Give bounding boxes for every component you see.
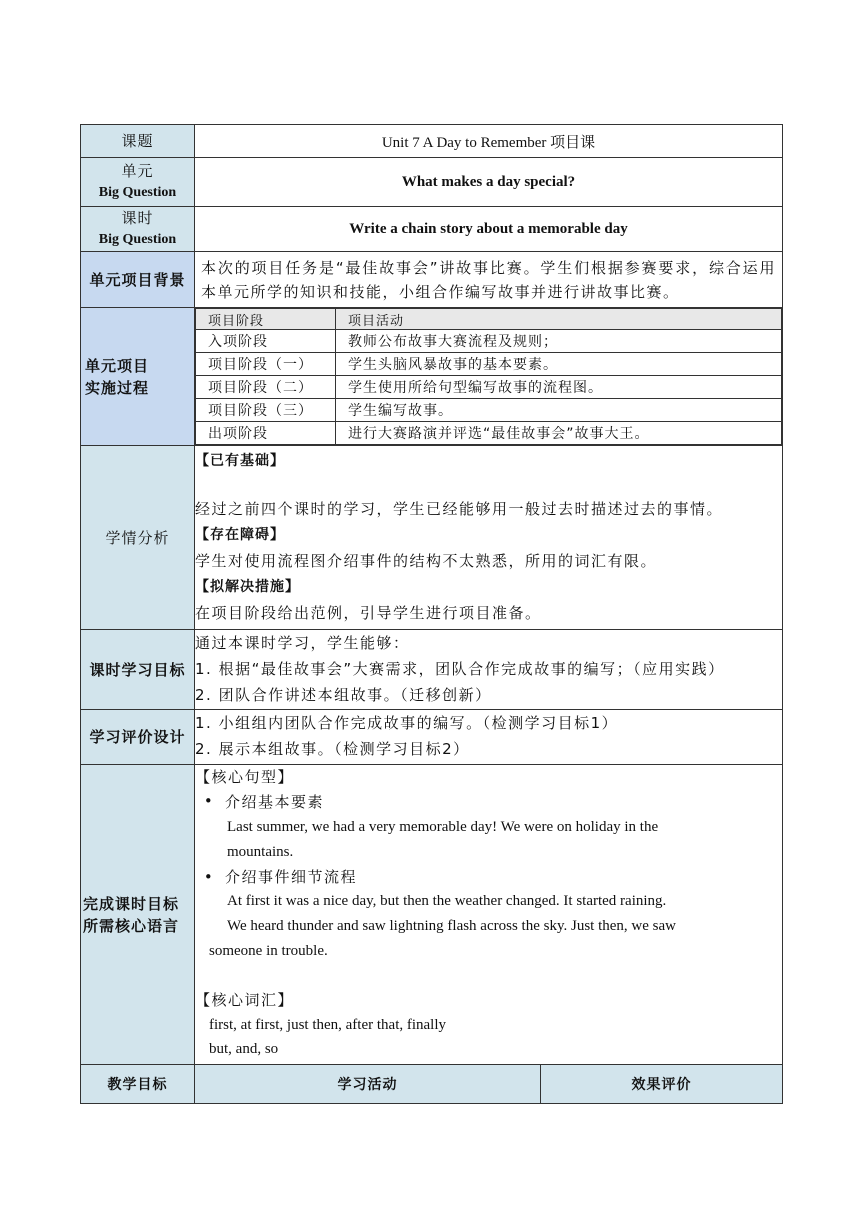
spacer [195, 964, 782, 988]
process-header-activity: 项目活动 [336, 309, 782, 330]
solution-text: 在项目阶段给出范例，引导学生进行项目准备。 [195, 604, 542, 622]
bullet-item [195, 789, 782, 815]
vocab-line: but, and, so [209, 1041, 279, 1057]
language-label-line1: 完成课时目标 [83, 894, 180, 913]
process-stage: 出项阶段 [196, 422, 336, 445]
process-activity: 进行大赛路演并评选“最佳故事会”故事大王。 [336, 422, 782, 445]
process-activity: 教师公布故事大赛流程及规则； [336, 330, 782, 353]
objectives-cell [195, 630, 783, 710]
process-label [81, 308, 195, 446]
vocab-lines [195, 1013, 782, 1061]
unit-label-en: Big Question [98, 185, 177, 200]
process-row-item [196, 330, 782, 353]
process-label-line2: 实施过程 [85, 378, 150, 397]
unit-big-question-label [81, 158, 195, 207]
bullet-text: 介绍基本要素 [225, 793, 325, 811]
analysis-row [81, 446, 783, 630]
language-label [81, 765, 195, 1065]
objectives-label: 课时学习目标 [81, 630, 195, 710]
background-text: 本次的项目任务是“最佳故事会”讲故事比赛。学生们根据参赛要求，综合运用本单元所学的知识和技能，小组合作编写故事并进行讲故事比赛。 [195, 252, 783, 308]
evaluation-label: 学习评价设计 [81, 710, 195, 765]
evaluation-item: 1. 小组组内团队合作完成故事的编写。（检测学习目标1） [195, 714, 619, 732]
process-cell [195, 308, 783, 446]
evaluation-item: 2. 展示本组故事。（检测学习目标2） [195, 740, 470, 758]
vocab-title: 【核心词汇】 [195, 991, 295, 1009]
vocab-line: first, at first, just then, after that, finally [209, 1017, 447, 1033]
lesson-big-question-label [81, 207, 195, 252]
sentences-title: 【核心句型】 [195, 768, 295, 786]
example-line: mountains. [227, 844, 294, 860]
lesson-big-question-row [81, 207, 783, 252]
analysis-label: 学情分析 [81, 446, 195, 630]
analysis-cell [195, 446, 783, 630]
bullet2-example-cont [195, 939, 782, 964]
language-cell [195, 765, 783, 1065]
process-activity: 学生编写故事。 [336, 399, 782, 422]
process-stage: 项目阶段（一） [196, 353, 336, 376]
lesson-plan-page [80, 124, 782, 1104]
spacer [195, 474, 782, 496]
process-activity: 学生头脑风暴故事的基本要素。 [336, 353, 782, 376]
unit-big-question-row [81, 158, 783, 207]
obstacle-text: 学生对使用流程图介绍事件的结构不太熟悉，所用的词汇有限。 [195, 552, 658, 570]
teaching-goal-header: 教学目标 [81, 1065, 195, 1104]
example-line: We heard thunder and saw lightning flash across the sky. Just then, we saw [227, 918, 676, 934]
process-header-stage: 项目阶段 [196, 309, 336, 330]
bullet-icon: • [203, 868, 215, 886]
objective-item: 2. 团队合作讲述本组故事。（迁移创新） [195, 686, 492, 704]
objectives-intro: 通过本课时学习，学生能够： [195, 634, 410, 652]
bullet-text: 介绍事件细节流程 [225, 868, 358, 886]
process-label-line1: 单元项目 [85, 356, 150, 375]
lesson-plan-table [80, 124, 783, 1104]
process-row-item [196, 353, 782, 376]
example-line: Last summer, we had a very memorable day! We were on holiday in the [227, 819, 659, 835]
example-line: someone in trouble. [209, 943, 328, 959]
language-row [81, 765, 783, 1065]
teaching-header-row [81, 1065, 783, 1104]
learning-activity-header: 学习活动 [195, 1065, 541, 1104]
process-row-item [196, 422, 782, 445]
objective-item: 1. 根据“最佳故事会”大赛需求，团队合作完成故事的编写；（应用实践） [195, 660, 725, 678]
example-line: At first it was a nice day, but then the weather changed. It started raining. [227, 893, 667, 909]
background-label: 单元项目背景 [81, 252, 195, 308]
process-stage: 入项阶段 [196, 330, 336, 353]
unit-big-question-value: What makes a day special? [195, 158, 783, 207]
lesson-label-en: Big Question [98, 232, 177, 247]
topic-value: Unit 7 A Day to Remember 项目课 [195, 125, 783, 158]
process-table [195, 308, 782, 445]
evaluation-row [81, 710, 783, 765]
topic-row [81, 125, 783, 158]
lesson-label-cn: 课时 [121, 209, 154, 227]
bullet1-example [195, 815, 782, 865]
topic-label: 课题 [81, 125, 195, 158]
process-stage: 项目阶段（二） [196, 376, 336, 399]
bullet-item [195, 865, 782, 889]
process-row [81, 308, 783, 446]
objectives-row [81, 630, 783, 710]
unit-label-cn: 单元 [121, 162, 154, 180]
solution-title: 【拟解决措施】 [195, 579, 300, 595]
lesson-big-question-value: Write a chain story about a memorable day [195, 207, 783, 252]
effect-evaluation-header: 效果评价 [541, 1065, 783, 1104]
process-row-item [196, 376, 782, 399]
obstacle-title: 【存在障碍】 [195, 527, 285, 543]
background-row [81, 252, 783, 308]
bullet-icon: • [203, 792, 215, 810]
process-stage: 项目阶段（三） [196, 399, 336, 422]
evaluation-cell [195, 710, 783, 765]
process-activity: 学生使用所给句型编写故事的流程图。 [336, 376, 782, 399]
basis-text: 经过之前四个课时的学习，学生已经能够用一般过去时描述过去的事情。 [195, 500, 724, 518]
language-label-line2: 所需核心语言 [83, 916, 180, 935]
bullet2-example [195, 889, 782, 939]
basis-title: 【已有基础】 [195, 453, 285, 469]
process-row-item [196, 399, 782, 422]
process-header-row [196, 309, 782, 330]
